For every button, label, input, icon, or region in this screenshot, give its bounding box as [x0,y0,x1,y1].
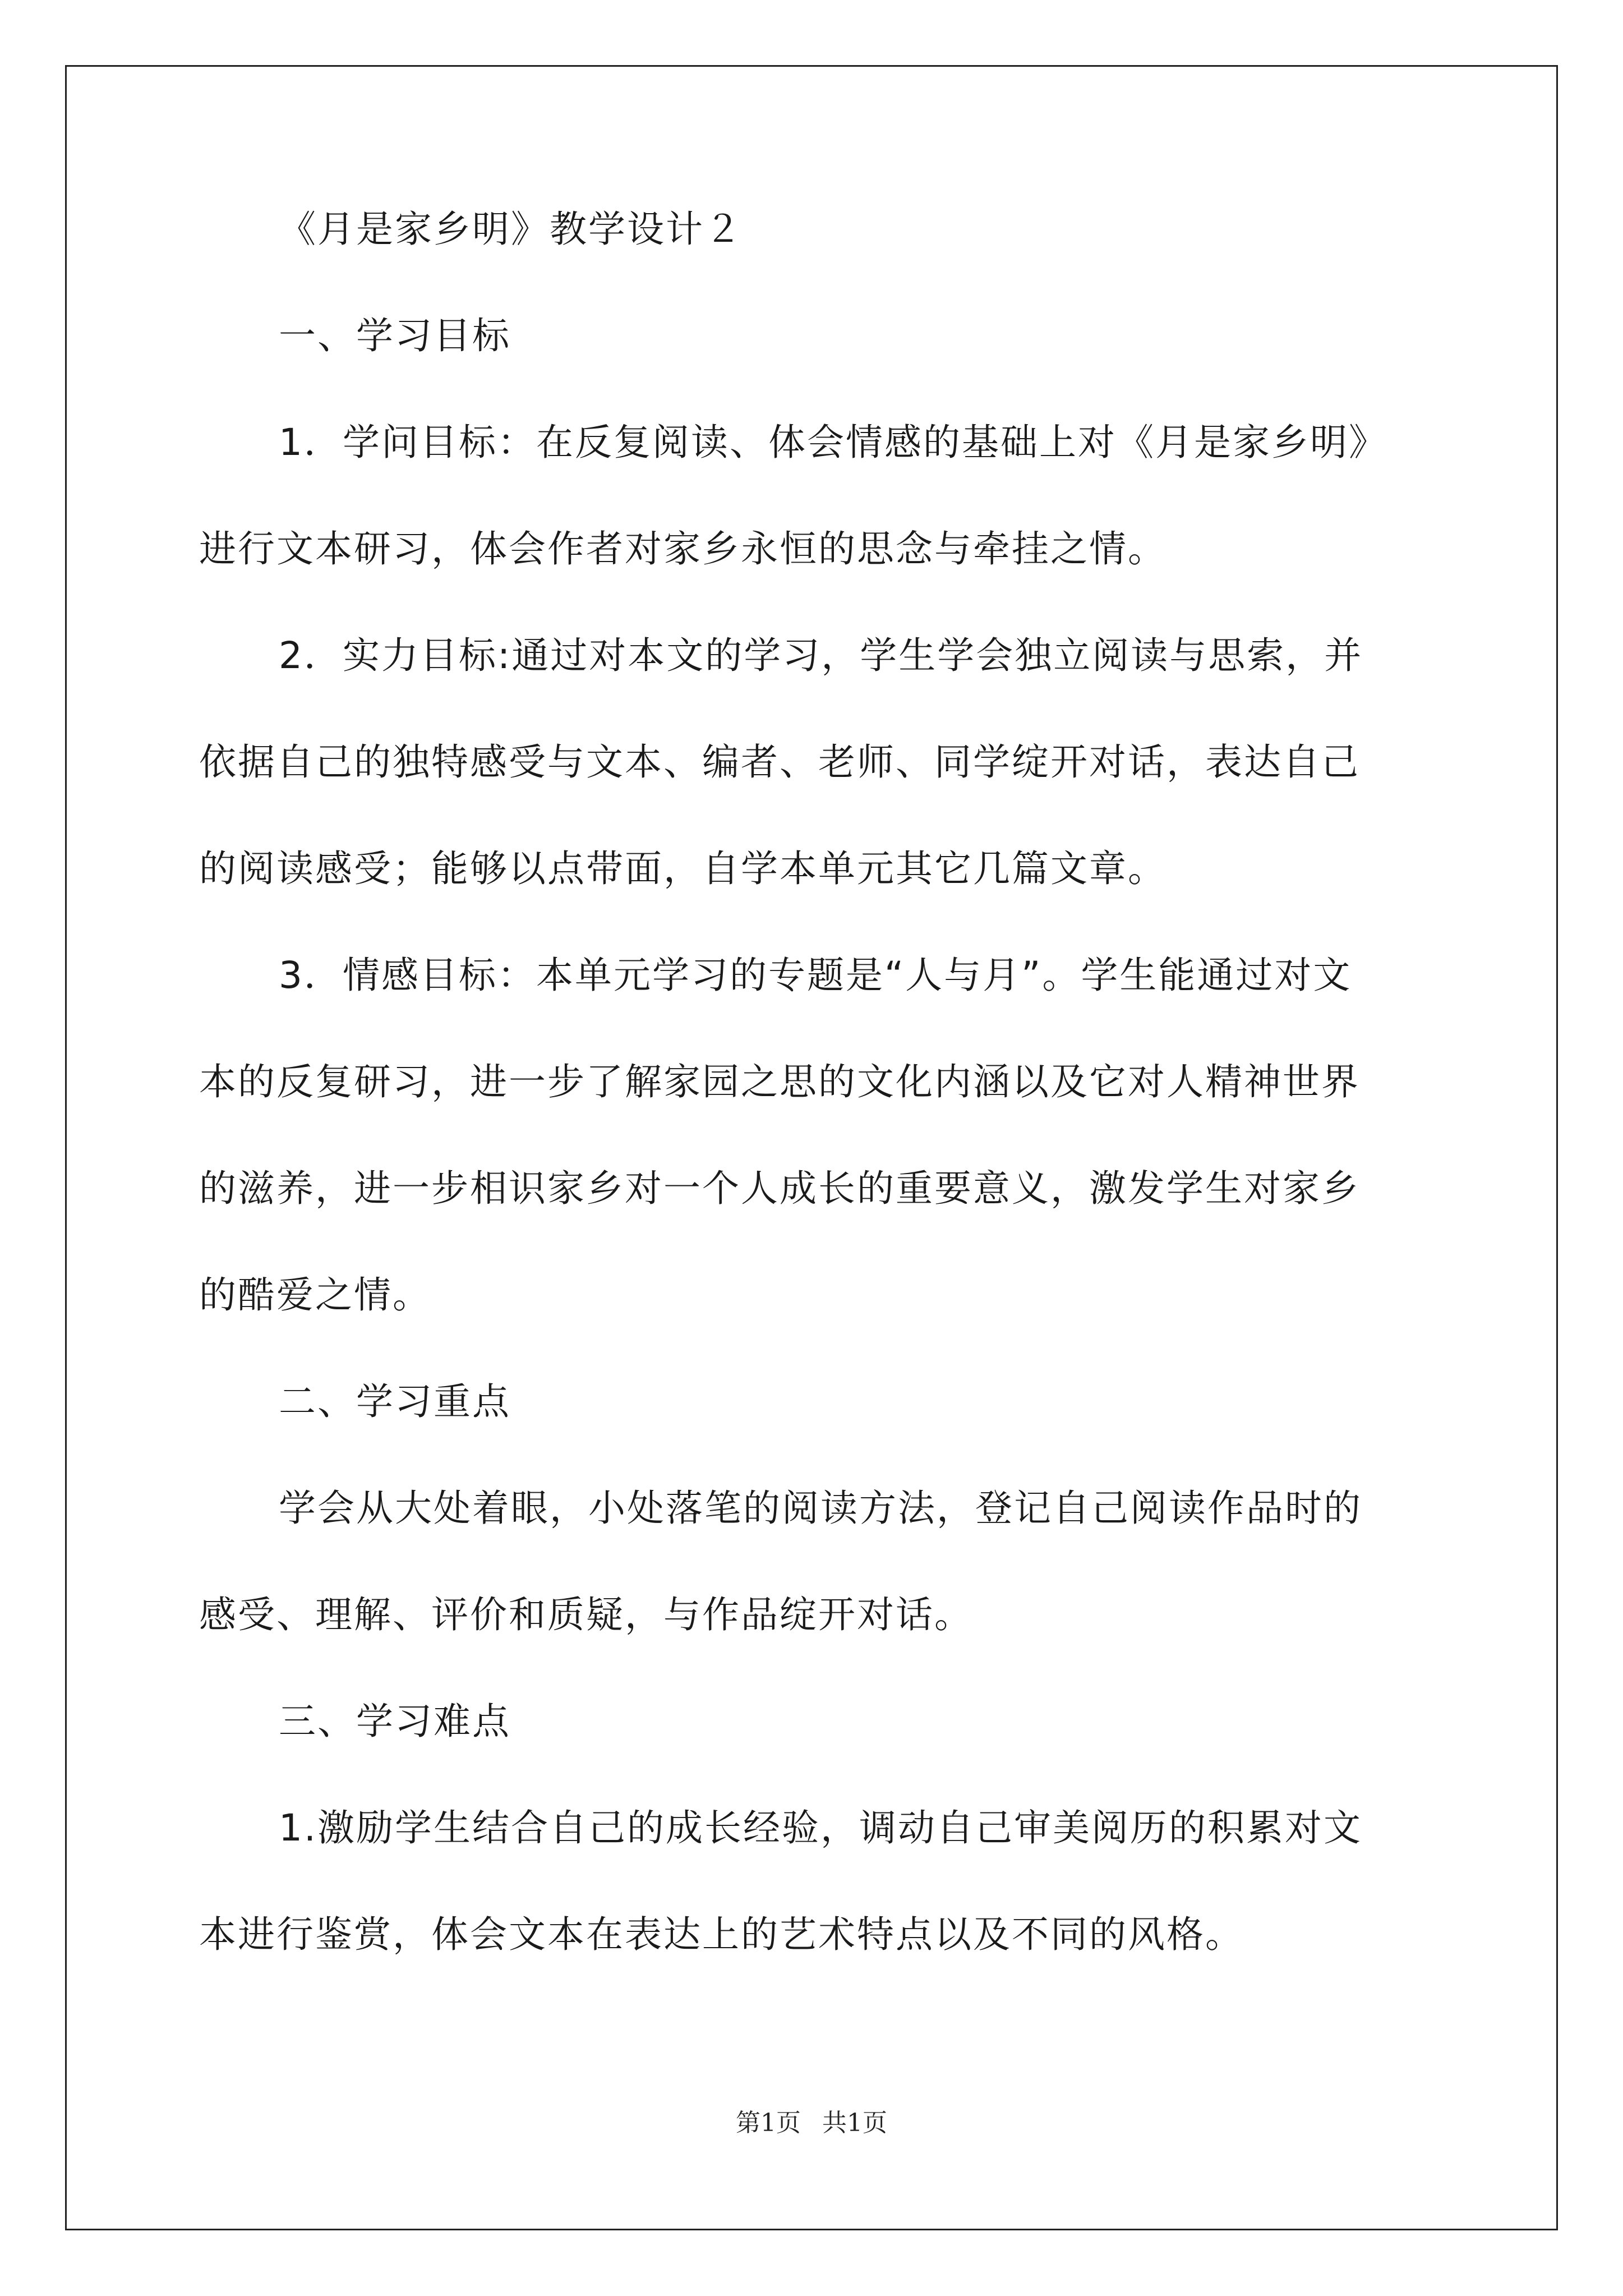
text-line: 依据自己的独特感受与文本、编者、老师、同学绽开对话，表达自己 [199,740,1360,784]
text-line: 本进行鉴赏，体会文本在表达上的艺术特点以及不同的风格。 [199,1913,1244,1956]
text-line: 本的反复研习，进一步了解家园之思的文化内涵以及它对人精神世界 [199,1060,1360,1103]
text-line: 的滋养，进一步相识家乡对一个人成长的重要意义，激发学生对家乡 [199,1167,1360,1210]
text-line: 一、学习目标 [279,314,511,357]
text-line: 二、学习重点 [279,1380,511,1423]
text-line: 3．情感目标：本单元学习的专题是“人与月”。学生能通过对文 [279,954,1352,997]
text-line: 1．学问目标：在反复阅读、体会情感的基础上对《月是家乡明》 [279,421,1387,464]
page-number: 第1页 [736,2109,801,2137]
text-line: 感受、理解、评价和质疑，与作品绽开对话。 [199,1593,973,1636]
text-line: 《月是家乡明》教学设计２ [279,208,743,251]
text-line: 2．实力目标:通过对本文的学习，学生学会独立阅读与思索，并 [279,634,1363,677]
text-line: 的酷爱之情。 [199,1273,431,1317]
text-line: 的阅读感受；能够以点带面，自学本单元其它几篇文章。 [199,847,1166,890]
text-line: 1.激励学生结合自己的成长经验，调动自己审美阅历的积累对文 [279,1806,1362,1849]
page-total: 共1页 [822,2109,887,2137]
text-line: 三、学习难点 [279,1700,511,1743]
text-line: 进行文本研习，体会作者对家乡永恒的思念与牵挂之情。 [199,527,1166,570]
page-footer [0,2106,1623,2140]
text-line: 学会从大处着眼，小处落笔的阅读方法，登记自己阅读作品时的 [279,1487,1362,1530]
page-border [65,65,1558,2230]
